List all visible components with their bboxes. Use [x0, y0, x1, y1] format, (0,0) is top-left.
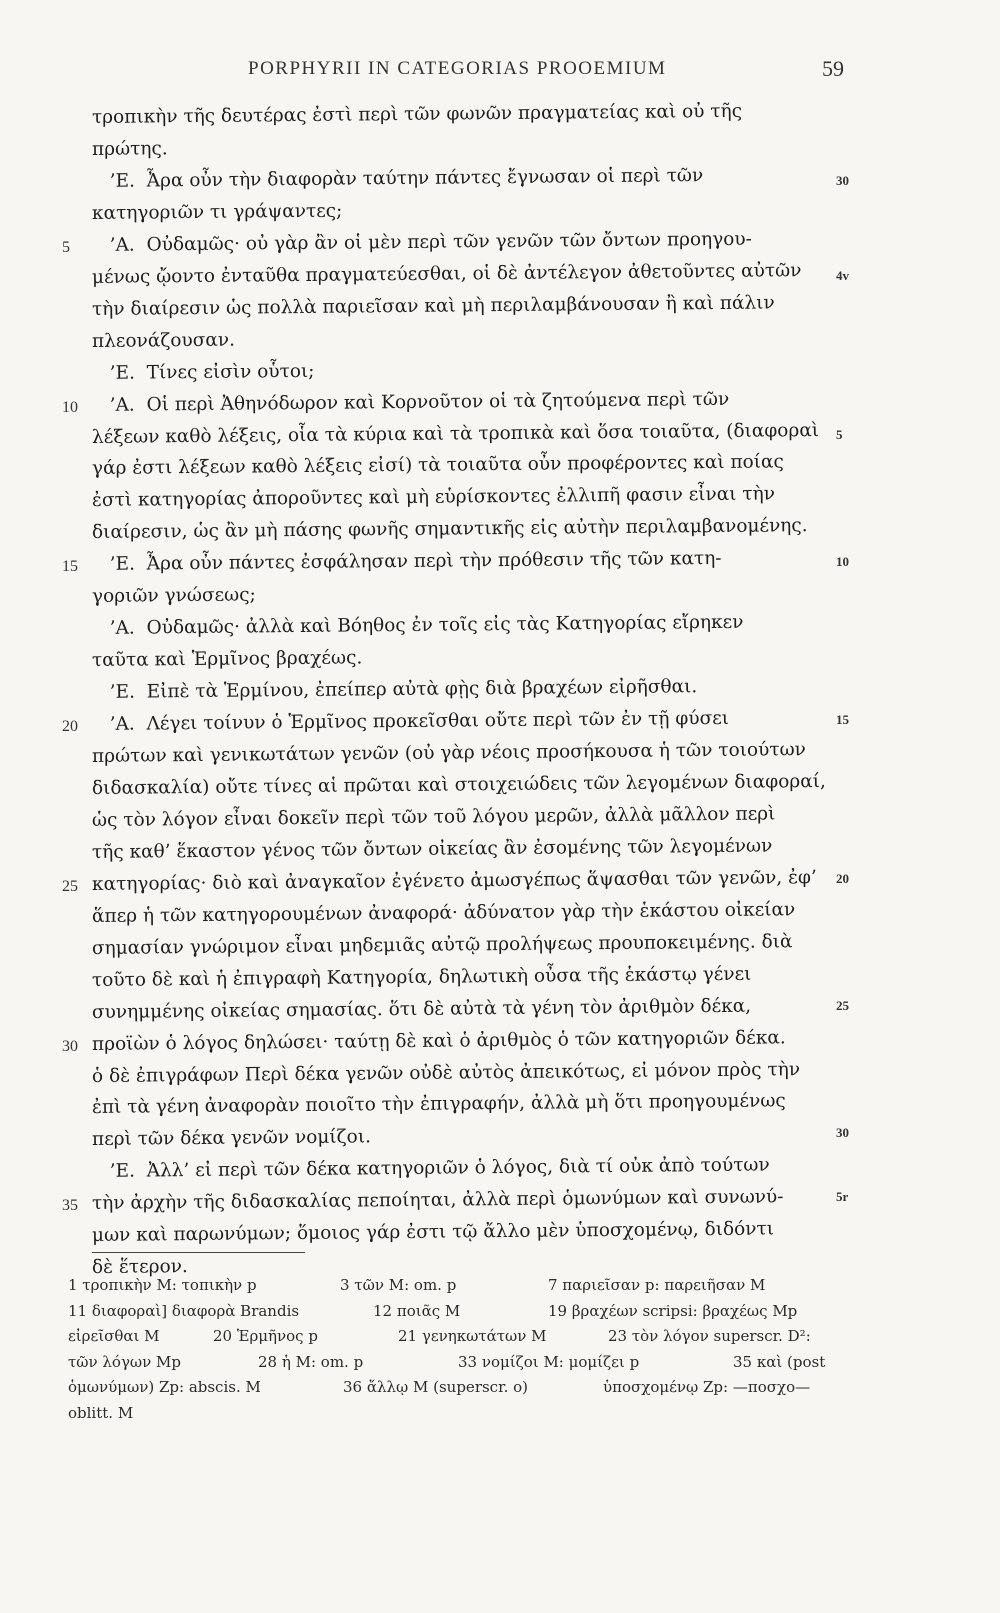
text-line: κατηγοριῶν τι γράψαντες; — [91, 200, 343, 224]
footnote-entry: 35 καὶ (post — [733, 1352, 826, 1371]
text-line: ’Ε. Ἀλλ’ εἰ περὶ τῶν δέκα κατηγοριῶν ὁ λόγος, διὰ τί οὐκ ἀπὸ τούτων — [91, 1154, 770, 1183]
text-line: ’Ε. Εἰπὲ τὰ Ἑρμίνου, ἐπείπερ αὐτὰ φῂς διὰ βραχέων εἰρῆσθαι. — [91, 676, 698, 704]
footnote-entry: oblitt. M — [68, 1403, 134, 1422]
line-number: 10 — [62, 398, 78, 416]
text-line: λέξεων καθὸ λέξεις, οἷα τὰ κύρια καὶ τὰ τροπικὰ καὶ ὅσα τοιαῦτα, (διαφοραὶ — [91, 419, 820, 448]
text-line: πρώτων καὶ γενικωτάτων γενῶν (οὐ γὰρ νέοις προσήκουσα ἡ τῶν τοιούτων — [91, 739, 806, 767]
text-line: ἐστὶ κατηγορίας ἀποροῦντες καὶ μὴ εὑρίσκοντες ἐλλιπῆ φασιν εἶναι τὴν — [91, 483, 776, 512]
text-line: ὡς τὸν λόγον εἶναι δοκεῖν περὶ τῶν τοῦ λόγου μερῶν, ἀλλὰ μᾶλλον περὶ — [91, 803, 776, 831]
text-line: σημασίαν γνώριμον εἶναι μηδεμιᾶς αὐτῷ προλήψεως προυποκειμένης. διὰ — [91, 930, 793, 959]
text-line: ταῦτα καὶ Ἑρμῖνος βραχέως. — [91, 647, 363, 672]
footnote-entry: 7 παριεῖσαν p: παρειῆσαν M — [548, 1276, 766, 1294]
folio-marker: 5r — [836, 1188, 849, 1204]
footnote-entry: 28 ἡ M: om. p — [258, 1352, 364, 1371]
folio-marker: 10 — [836, 553, 849, 569]
text-line: τὴν ἀρχὴν τῆς διδασκαλίας πεποίηται, ἀλλὰ περὶ ὁμωνύμων καὶ συνωνύ- — [91, 1186, 784, 1215]
line-number: 15 — [62, 558, 78, 576]
text-line: προϊὼν ὁ λόγος δηλώσει· ταύτῃ δὲ καὶ ὁ ἀριθμὸς ὁ τῶν κατηγοριῶν δέκα. — [91, 1026, 786, 1055]
text-line: ’Ε. Τίνες εἰσὶν οὗτοι; — [91, 360, 315, 384]
text-line: ’Α. Λέγει τοίνυν ὁ Ἑρμῖνος προκεῖσθαι οὔτε περὶ τῶν ἐν τῇ φύσει — [91, 707, 730, 736]
text-line: γάρ ἐστι λέξεων καθὸ λέξεις εἰσί) τὰ τοιαῦτα οὖν προφέροντες καὶ ποίας — [91, 451, 784, 480]
page-number: 59 — [822, 56, 844, 81]
folio-marker: 15 — [836, 712, 849, 728]
text-line: περὶ τῶν δέκα γενῶν νομίζοι. — [91, 1126, 372, 1151]
footnote-entry: 20 Ἑρμῆνος p — [213, 1327, 318, 1345]
line-number: 5 — [62, 238, 70, 256]
text-line: τοῦτο δὲ καὶ ἡ ἐπιγραφὴ Κατηγορία, δηλωτικὴ οὖσα τῆς ἑκάστῳ γένει — [91, 963, 752, 991]
text-line: διδασκαλία) οὔτε τίνες αἱ πρῶται καὶ στοιχειώδεις τῶν λεγομένων διαφοραί, — [91, 770, 826, 799]
footnote-entry: 23 τὸν λόγον superscr. D²: — [608, 1327, 811, 1345]
footnote-entry: εἰρεῖσθαι M — [68, 1327, 160, 1345]
folio-marker: 30 — [836, 1125, 849, 1141]
text-line: ’Α. Οὐδαμῶς· ἀλλὰ καὶ Βόηθος ἐν τοῖς εἰς τὰς Κατηγορίας εἴρηκεν — [91, 611, 744, 640]
footnote-rule — [92, 1252, 305, 1253]
line-number: 35 — [62, 1197, 78, 1215]
folio-marker: 5 — [836, 426, 843, 442]
footnote-entry: 36 ἄλλῳ M (superscr. o) — [343, 1378, 529, 1396]
text-line: ’Ε. Ἆρα οὖν τὴν διαφορὰν ταύτην πάντες ἔγνωσαν οἱ περὶ τῶν — [91, 165, 704, 192]
text-line: ’Α. Οὐδαμῶς· οὐ γὰρ ἂν οἱ μὲν περὶ τῶν γενῶν τῶν ὄντων προηγου- — [91, 228, 752, 256]
line-number: 20 — [62, 718, 78, 736]
text-line: διαίρεσιν, ὡς ἂν μὴ πάσης φωνῆς σημαντικῆς εἰς αὐτὴν περιλαμβανομένης. — [91, 515, 808, 544]
text-line: ὁ δὲ ἐπιγράφων Περὶ δέκα γενῶν οὐδὲ αὐτὸς ἀπεικότως, εἰ μόνον πρὸς τὴν — [91, 1058, 801, 1087]
footnote-entry: 21 γενηκωτάτων M — [398, 1327, 547, 1345]
line-number: 25 — [62, 877, 78, 895]
footnote-entry: 12 ποιᾶς M — [373, 1301, 461, 1320]
footnote-entry: 11 διαφοραὶ] διαφορὰ Brandis — [68, 1301, 300, 1320]
text-line: πλεονάζουσαν. — [91, 329, 236, 352]
footnote-entry: τῶν λόγων Mp — [68, 1352, 181, 1371]
text-line: τὴν διαίρεσιν ὡς πολλὰ παριεῖσαν καὶ μὴ περιλαμβάνουσαν ἢ καὶ πάλιν — [91, 292, 775, 320]
text-line: κατηγορίας· διὸ καὶ ἀναγκαῖον ἐγένετο ἀμωσγέπως ἅψασθαι τῶν γενῶν, ἐφ’ — [91, 866, 817, 895]
text-line: ἐπὶ τὰ γένη ἀναφορὰν ποιοῖτο τὴν ἐπιγραφήν, ἀλλὰ μὴ ὅτι προηγουμένως — [91, 1090, 786, 1119]
footnote-entry: 33 νομίζοι M: μομίζει p — [458, 1352, 640, 1371]
folio-marker: 25 — [836, 998, 849, 1014]
text-line: μένως ᾤοντο ἐνταῦθα πραγματεύεσθαι, οἱ δὲ ἀντέλεγον ἀθετοῦντες αὐτῶν — [91, 259, 802, 288]
folio-marker: 4v — [836, 267, 849, 283]
folio-marker: 20 — [836, 871, 849, 887]
text-line: τῆς καθ’ ἕκαστον γένος τῶν ὄντων οἰκείας ἂν ἐσομένης τῶν λεγομένων — [91, 835, 773, 863]
text-line: ἅπερ ἡ τῶν κατηγορουμένων ἀναφορά· ἀδύνατον γὰρ τὴν ἑκάστου οἰκείαν — [91, 898, 796, 927]
footnote-entry: ὁμωνύμων) Zp: abscis. M — [68, 1378, 261, 1396]
footnote-entry: 19 βραχέων scripsi: βραχέως Mp — [548, 1301, 798, 1320]
line-number: 30 — [62, 1037, 78, 1055]
text-line: ’Α. Οἱ περὶ Ἀθηνόδωρον καὶ Κορνοῦτον οἱ τὰ ζητούμενα περὶ τῶν — [91, 388, 730, 416]
footnote-entry: ὑποσχομένῳ Zp: —ποσχο— — [603, 1378, 811, 1396]
footnote-entry: 3 τῶν M: om. p — [340, 1276, 457, 1294]
text-line: τροπικὴν τῆς δευτέρας ἐστὶ περὶ τῶν φωνῶν πραγματείας καὶ οὐ τῆς — [91, 100, 743, 128]
text-line: συνημμένης οἰκείας σημασίας. ὅτι δὲ αὐτὰ τὰ γένη τὸν ἀριθμὸν δέκα, — [91, 995, 752, 1023]
footnote-entry: 1 τροπικὴν M: τοπικὴν p — [68, 1276, 257, 1294]
text-line: ’Ε. Ἆρα οὖν πάντες ἐσφάλησαν περὶ τὴν πρόθεσιν τῆς τῶν κατη- — [91, 548, 722, 576]
text-line: δὲ ἕτερον. — [91, 1256, 188, 1279]
text-line: πρώτης. — [91, 138, 168, 160]
running-title: PORPHYRII IN CATEGORIAS PROOEMIUM — [248, 58, 667, 79]
text-line: μων καὶ παρωνύμων; ὅμοιος γάρ ἐστι τῷ ἄλλο μὲν ὑποσχομένῳ, διδόντι — [91, 1218, 775, 1247]
text-line: γοριῶν γνώσεως; — [91, 584, 256, 608]
folio-marker: 30 — [836, 172, 849, 188]
